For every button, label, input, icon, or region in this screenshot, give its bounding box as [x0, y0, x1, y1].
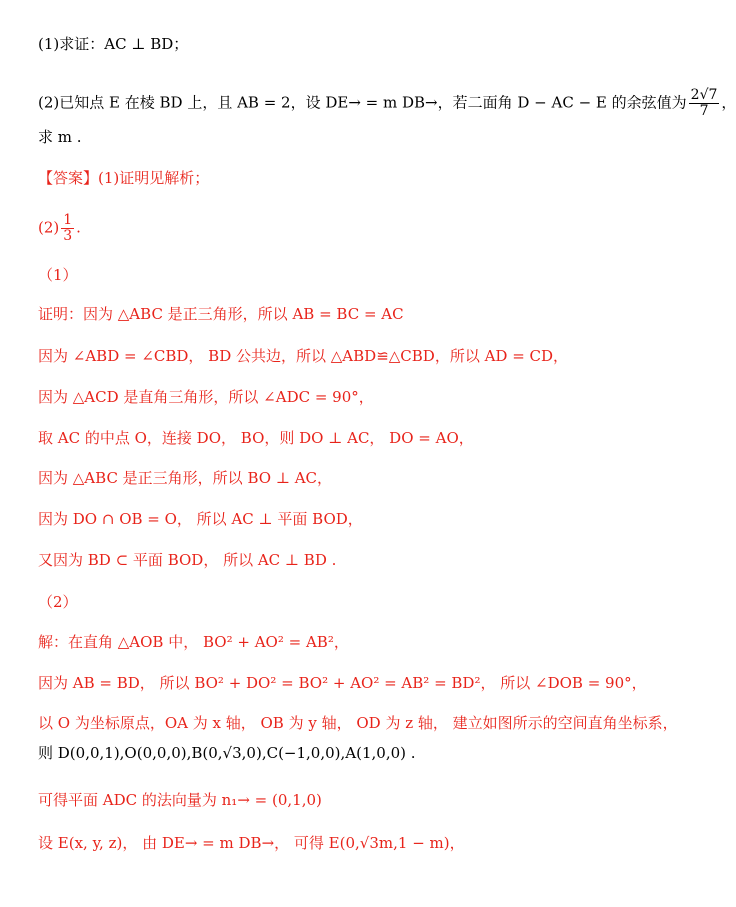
section-2-line	[38, 673, 647, 693]
section-1-header	[38, 265, 622, 285]
solution-line: 解：在直角 △AOB 中， BO² + AO² = AB²，	[38, 633, 349, 651]
cosine-fraction	[689, 88, 720, 119]
solution-line: 可得平面 ADC 的法向量为 n₁→ = (0,1,0)	[38, 791, 322, 809]
section-1-line	[38, 387, 622, 407]
solution-line: 设 E(x, y, z)， 由 DE→ = m DB→， 可得 E(0,√3m,1 − m)，	[38, 834, 465, 852]
section-2-line	[38, 833, 622, 853]
section-1-line	[38, 509, 622, 529]
section-1-line	[38, 468, 622, 488]
solution-line: 以 O 为坐标原点，OA 为 x 轴， OB 为 y 轴， OD 为 z 轴， 建立如图所示的空间直角坐标系，	[38, 714, 678, 732]
proof-line: 因为 ∠ABD = ∠CBD， BD 公共边，所以 △ABD≌△CBD，所以 AD = CD，	[38, 347, 569, 365]
section-1-header-text: （1）	[38, 266, 78, 284]
section-1-line	[38, 428, 622, 448]
question-2	[38, 87, 736, 119]
section-2-line	[38, 632, 622, 652]
answer-label: 【答案】	[38, 169, 99, 187]
answer-part2	[38, 213, 622, 244]
solution-line: 因为 AB = BD， 所以 BO² + DO² = BO² + AO² = AB² = BD²， 所以 ∠DOB = 90°，	[38, 674, 647, 692]
proof-line: 证明：因为 △ABC 是正三角形，所以 AB = BC = AC	[38, 305, 404, 323]
section-1-line	[38, 346, 622, 366]
proof-line: 因为 △ABC 是正三角形，所以 BO ⊥ AC，	[38, 469, 333, 487]
section-2-header	[38, 592, 622, 612]
proof-line: 又因为 BD ⊂ 平面 BOD， 所以 AC ⊥ BD .	[38, 551, 337, 569]
answer-line	[38, 168, 622, 188]
section-2-line	[38, 713, 678, 733]
solution-line: 则 D(0,0,1),O(0,0,0),B(0,√3,0),C(−1,0,0),A(1,0,0) .	[38, 744, 416, 762]
section-2-header-text: （2）	[38, 593, 78, 611]
cosine-numerator: 2√7	[690, 87, 718, 103]
question-2-punct: ，	[721, 93, 736, 112]
answer-part2-suffix: .	[76, 218, 81, 237]
answer-numerator: 1	[63, 212, 73, 228]
proof-line: 因为 DO ∩ OB = O， 所以 AC ⊥ 平面 BOD，	[38, 510, 363, 528]
answer-denominator: 3	[63, 228, 73, 244]
section-1-line	[38, 304, 622, 324]
proof-line: 因为 △ACD 是直角三角形，所以 ∠ADC = 90°，	[38, 388, 374, 406]
question-2-text: (2)已知点 E 在棱 BD 上，且 AB = 2，设 DE→ = m DB→，若二面角 D − AC − E 的余弦值为	[38, 93, 687, 112]
section-1-line	[38, 550, 622, 570]
answer-fraction	[61, 213, 74, 244]
question-2-line2	[38, 127, 622, 147]
cosine-denominator: 7	[699, 103, 709, 119]
answer-part2-prefix: (2)	[38, 218, 60, 237]
section-2-line	[38, 790, 622, 810]
question-2-ask: 求 m .	[38, 128, 82, 146]
answer-part1: (1)证明见解析；	[98, 169, 210, 187]
question-1-text: (1)求证：AC ⊥ BD；	[38, 35, 189, 53]
section-2-line	[38, 743, 622, 763]
proof-line: 取 AC 的中点 O，连接 DO， BO，则 DO ⊥ AC， DO = AO，	[38, 429, 474, 447]
question-1	[38, 34, 622, 54]
